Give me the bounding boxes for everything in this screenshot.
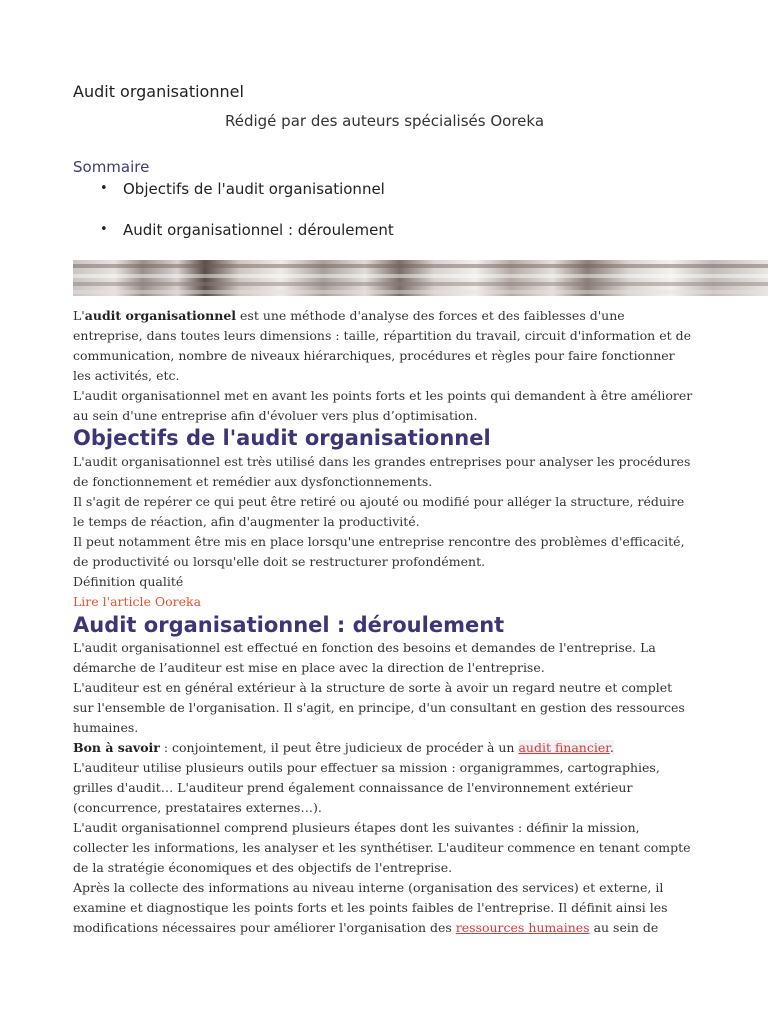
paragraph: L'auditeur est en général extérieur à la structure de sorte à avoir un regard neutre et complet sur l'ensemble de l'organisation. Il s'agit, en principe, d'un consultant en gestion des ressources humaines. — [73, 680, 685, 735]
sommaire-item-label: Audit organisationnel : déroulement — [123, 221, 394, 239]
document-title: Audit organisationnel — [73, 82, 244, 101]
intro-paragraph-2: L'audit organisationnel met en avant les points forts et les points qui demandent à être améliorer au sein d'une entreprise afin d'évoluer vers plus d’optimisation. — [73, 388, 693, 423]
ressources-humaines-link[interactable]: ressources humaines — [455, 920, 590, 935]
section-heading-objectifs: Objectifs de l'audit organisationnel — [73, 426, 491, 450]
paragraph: L'audit organisationnel est effectué en fonction des besoins et demandes de l'entreprise. La démarche de l’auditeur est mise en place avec la direction de l'entreprise. — [73, 640, 656, 675]
paragraph-end: au sein de — [589, 920, 659, 935]
bon-a-savoir-paragraph — [73, 738, 693, 758]
bon-a-savoir-label: Bon à savoir — [73, 740, 160, 755]
paragraph — [73, 592, 693, 612]
bullet-icon: • — [100, 222, 108, 237]
intro-paragraph — [73, 306, 693, 386]
deroulement-section — [73, 638, 693, 938]
objectifs-section — [73, 452, 693, 612]
sommaire-item[interactable] — [98, 221, 394, 262]
sommaire-title: Sommaire — [73, 158, 150, 176]
intro-bold-term: audit organisationnel — [84, 308, 237, 323]
read-article-link[interactable]: Lire l'article Ooreka — [73, 594, 202, 609]
intro-section — [73, 306, 693, 426]
audit-financier-wrap — [518, 740, 613, 755]
paragraph: L'audit organisationnel comprend plusieurs étapes dont les suivantes : définir la mission, collecter les informations, les analyser et les synthétiser. L'auditeur commence en tenant compte de la stratégie économiques et des objectifs de l'entreprise. — [73, 820, 691, 875]
paragraph: L'auditeur utilise plusieurs outils pour effectuer sa mission : organigrammes, cartographies, grilles d'audit… L'auditeur prend également connaissance de l'environnement extérieur (concurrence, prestataires externes…). — [73, 760, 660, 815]
paragraph: Définition qualité — [73, 574, 184, 589]
paragraph — [73, 878, 693, 938]
section-heading-deroulement: Audit organisationnel : déroulement — [73, 613, 505, 637]
bullet-icon: • — [100, 181, 108, 196]
bon-a-savoir-text: : conjointement, il peut être judicieux de procéder à un — [159, 740, 519, 755]
punctuation: . — [609, 740, 614, 755]
byline: Rédigé par des auteurs spécialisés Ooreka — [224, 112, 545, 130]
paragraph-text: Après la collecte des informations au niveau interne (organisation des services) et externe, il examine et diagnostique les points forts et les points faibles de l'entreprise. Il définit ainsi les modifications nécessaires pour améliorer l'organisation des — [73, 880, 668, 935]
intro-text: est une méthode d'analyse des forces et des faiblesses d'une entreprise, dans toutes leurs dimensions : taille, répartition du travail, circuit d'information et de communication, nombre de niveaux hiérarchiques, procédures et règles pour faire fonctionner les activités, etc. — [73, 308, 691, 383]
audit-financier-link[interactable]: audit financier — [518, 740, 610, 755]
paragraph: Il peut notamment être mis en place lorsqu'une entreprise rencontre des problèmes d'efficacité, de productivité ou lorsqu'elle doit se restructurer profondément. — [73, 534, 685, 569]
paragraph: L'audit organisationnel est très utilisé dans les grandes entreprises pour analyser les procédures de fonctionnement et remédier aux dysfonctionnements. — [73, 454, 691, 489]
banner-image — [73, 260, 768, 296]
intro-prefix: L' — [73, 308, 85, 323]
paragraph: Il s'agit de repérer ce qui peut être retiré ou ajouté ou modifié pour alléger la structure, réduire le temps de réaction, afin d'augmenter la productivité. — [73, 494, 685, 529]
sommaire-item[interactable] — [98, 180, 394, 221]
sommaire-item-label: Objectifs de l'audit organisationnel — [123, 180, 385, 198]
sommaire-list — [98, 180, 394, 262]
